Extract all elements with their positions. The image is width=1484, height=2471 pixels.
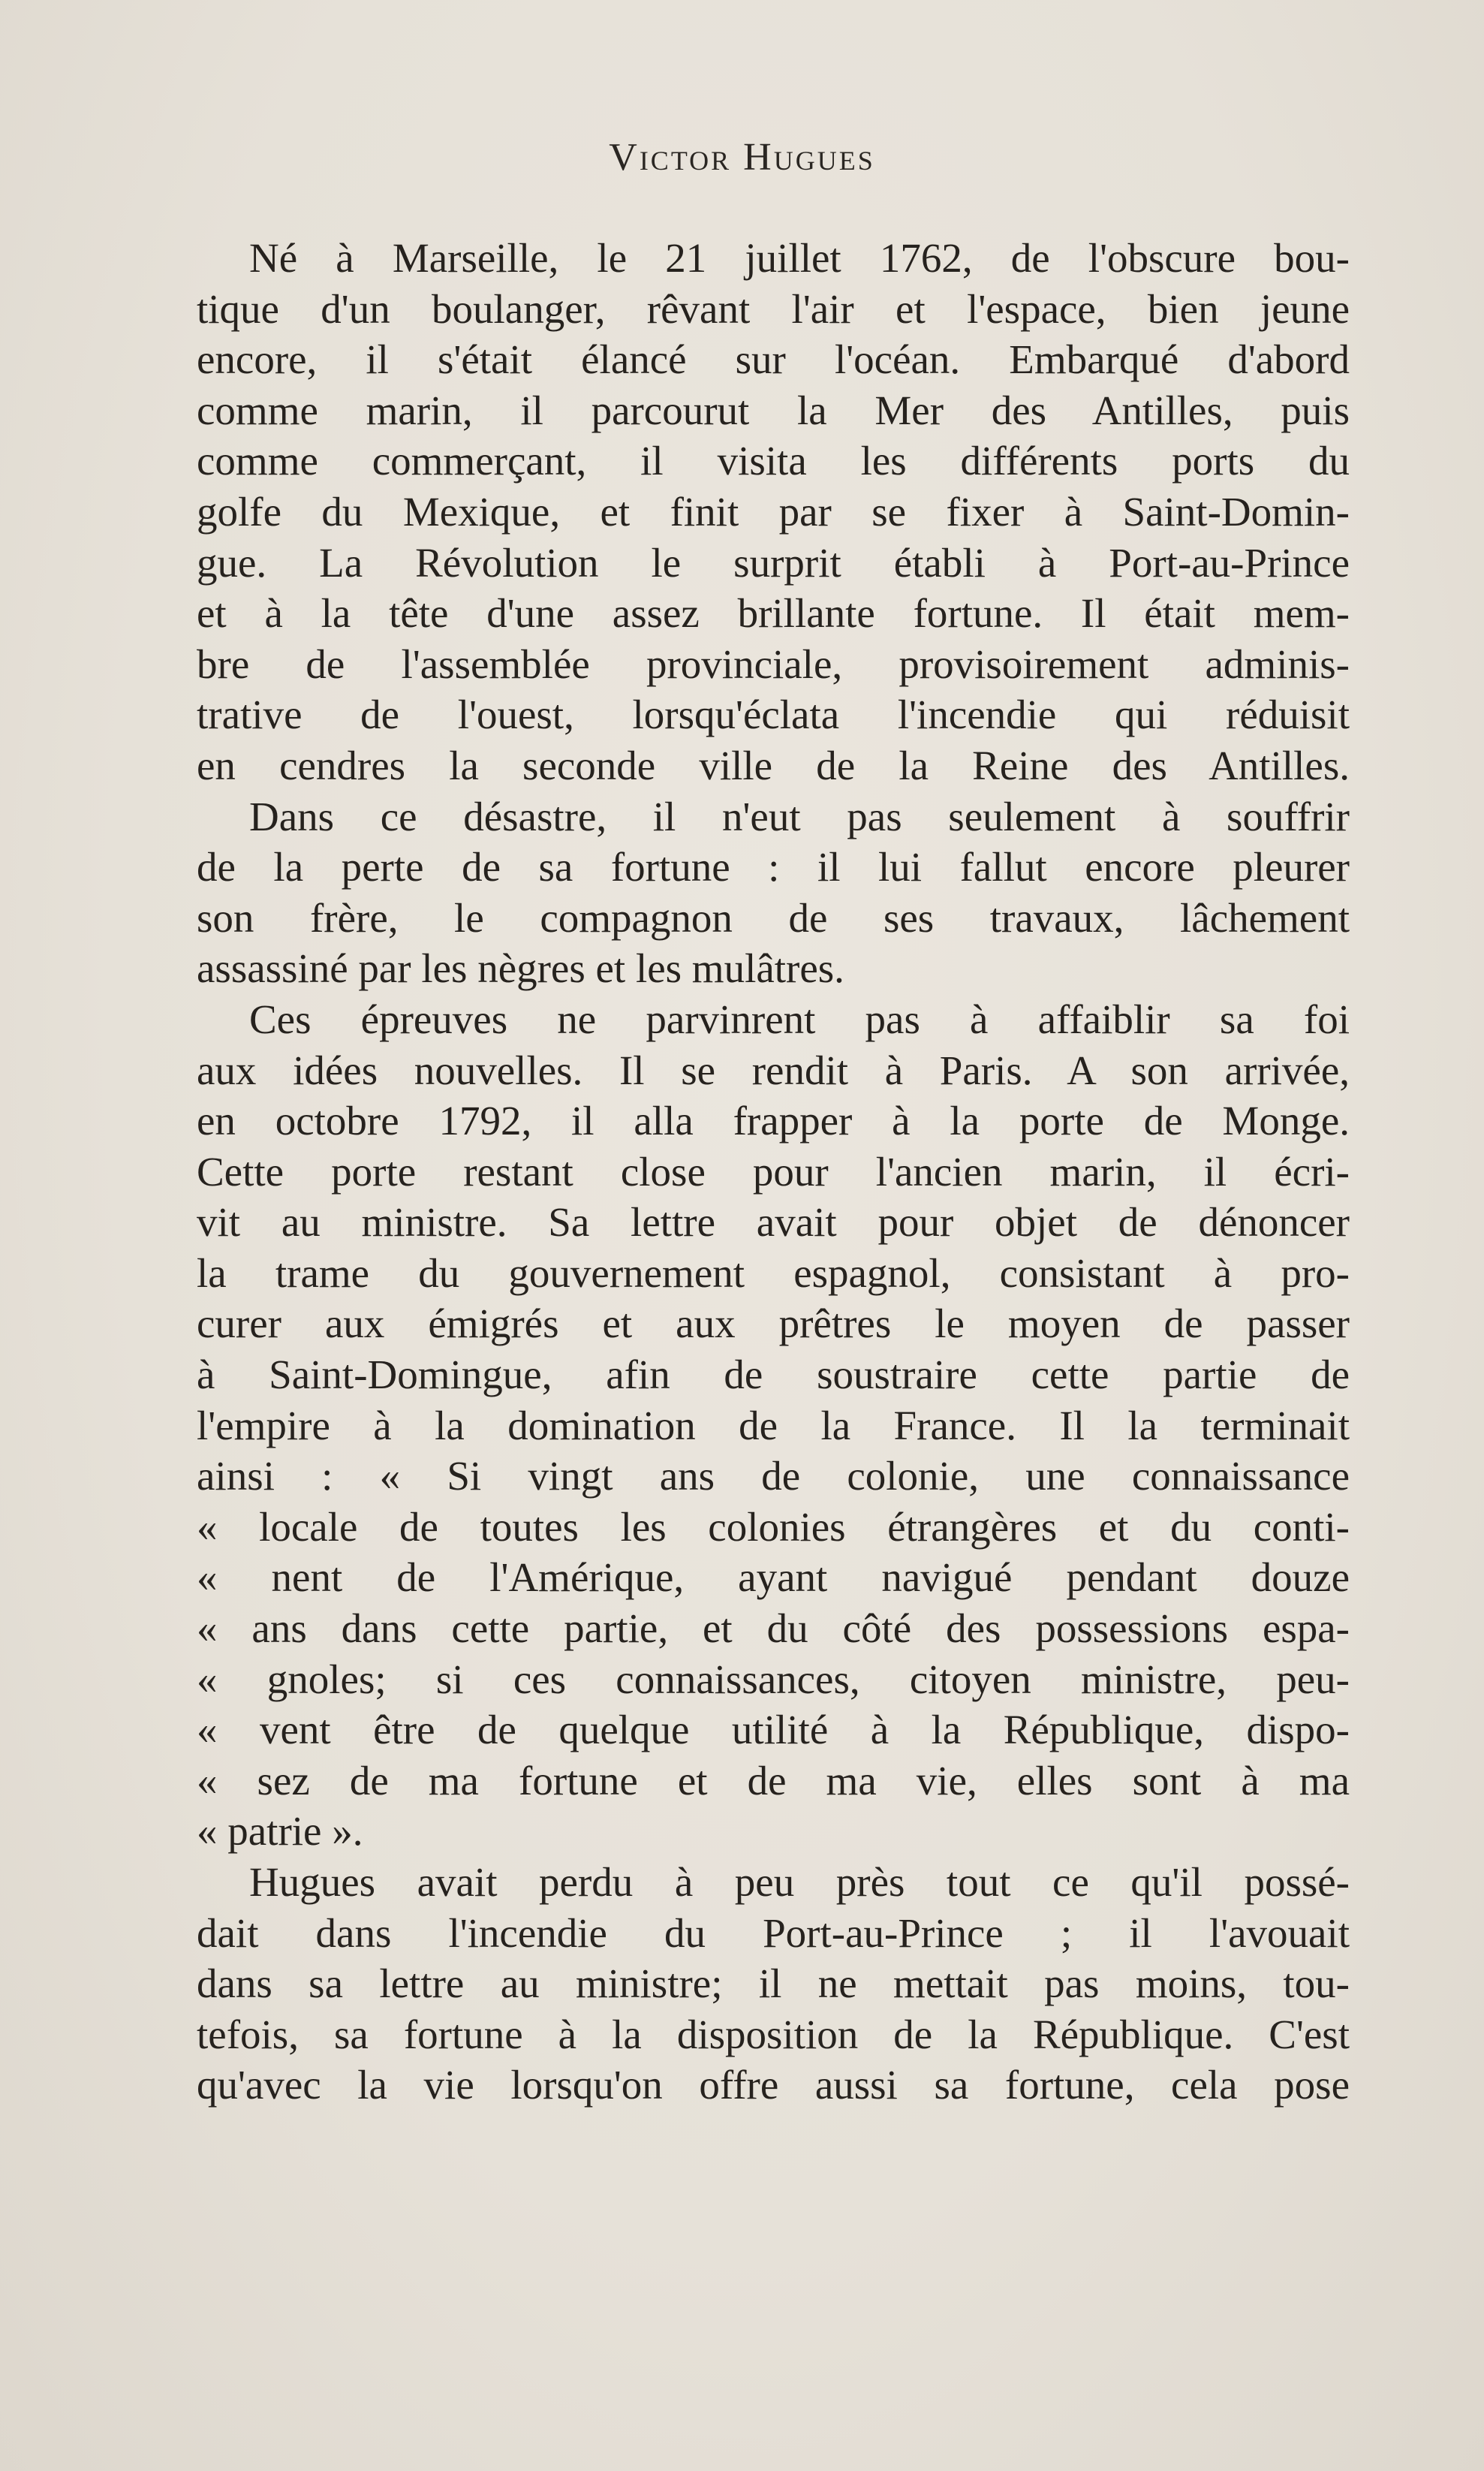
text-line: Hugues avait perdu à peu près tout ce qu'il possé- bbox=[249, 1859, 1350, 1905]
text-line: et à la tête d'une assez brillante fortune. Il était mem- bbox=[197, 590, 1350, 637]
text-line: aux idées nouvelles. Il se rendit à Paris. A son arrivée, bbox=[197, 1047, 1350, 1093]
text-line: comme marin, il parcourut la Mer des Antilles, puis bbox=[197, 387, 1350, 433]
text-line: curer aux émigrés et aux prêtres le moyen de passer bbox=[197, 1300, 1350, 1347]
text-line: Cette porte restant close pour l'ancien marin, il écri- bbox=[197, 1148, 1350, 1195]
text-line: tique d'un boulanger, rêvant l'air et l'espace, bien jeune bbox=[197, 285, 1350, 332]
text-line: assassiné par les nègres et les mulâtres. bbox=[197, 945, 844, 992]
text-line: en cendres la seconde ville de la Reine des Antilles. bbox=[197, 742, 1350, 788]
text-line: en octobre 1792, il alla frapper à la porte de Monge. bbox=[197, 1098, 1350, 1144]
text-line: Né à Marseille, le 21 juillet 1762, de l'obscure bou- bbox=[249, 235, 1350, 281]
text-line: à Saint-Domingue, afin de soustraire cette partie de bbox=[197, 1352, 1350, 1398]
text-line: bre de l'assemblée provinciale, provisoirement adminis- bbox=[197, 640, 1350, 687]
text-line: « locale de toutes les colonies étrangères et du conti- bbox=[197, 1503, 1350, 1550]
body-text bbox=[197, 233, 1350, 2111]
text-line: Dans ce désastre, il n'eut pas seulement à souffrir bbox=[249, 793, 1350, 839]
text-line: tefois, sa fortune à la disposition de la République. C'est bbox=[197, 2011, 1350, 2057]
text-line: gue. La Révolution le surprit établi à Port-au-Prince bbox=[197, 539, 1350, 586]
text-line: dans sa lettre au ministre; il ne mettait pas moins, tou- bbox=[197, 1960, 1350, 2007]
text-line: dait dans l'incendie du Port-au-Prince ; il l'avouait bbox=[197, 1909, 1350, 1956]
text-line: comme commerçant, il visita les différents ports du bbox=[197, 438, 1350, 484]
text-line: « gnoles; si ces connaissances, citoyen ministre, peu- bbox=[197, 1656, 1350, 1702]
text-line: son frère, le compagnon de ses travaux, lâchement bbox=[197, 894, 1350, 941]
text-line: golfe du Mexique, et finit par se fixer à Saint-Domin- bbox=[197, 488, 1350, 535]
running-head: Victor Hugues bbox=[609, 136, 875, 179]
text-line: trative de l'ouest, lorsqu'éclata l'incendie qui réduisit bbox=[197, 692, 1350, 738]
text-line: Ces épreuves ne parvinrent pas à affaiblir sa foi bbox=[249, 996, 1350, 1042]
text-line: ainsi : « Si vingt ans de colonie, une connaissance bbox=[197, 1453, 1350, 1499]
text-line: la trame du gouvernement espagnol, consistant à pro- bbox=[197, 1249, 1350, 1296]
text-line: l'empire à la domination de la France. Il la terminait bbox=[197, 1402, 1350, 1448]
text-line: « nent de l'Amérique, ayant navigué pendant douze bbox=[197, 1554, 1350, 1601]
text-line: « vent être de quelque utilité à la République, dispo- bbox=[197, 1707, 1350, 1753]
text-line: « sez de ma fortune et de ma vie, elles sont à ma bbox=[197, 1757, 1350, 1804]
text-line: encore, il s'était élancé sur l'océan. Embarqué d'abord bbox=[197, 336, 1350, 383]
text-line: de la perte de sa fortune : il lui fallut encore pleurer bbox=[197, 844, 1350, 890]
text-line: qu'avec la vie lorsqu'on offre aussi sa fortune, cela pose bbox=[197, 2062, 1350, 2108]
text-line: « ans dans cette partie, et du côté des possessions espa- bbox=[197, 1605, 1350, 1652]
text-line: « patrie ». bbox=[197, 1808, 363, 1855]
text-line: vit au ministre. Sa lettre avait pour objet de dénoncer bbox=[197, 1199, 1350, 1246]
